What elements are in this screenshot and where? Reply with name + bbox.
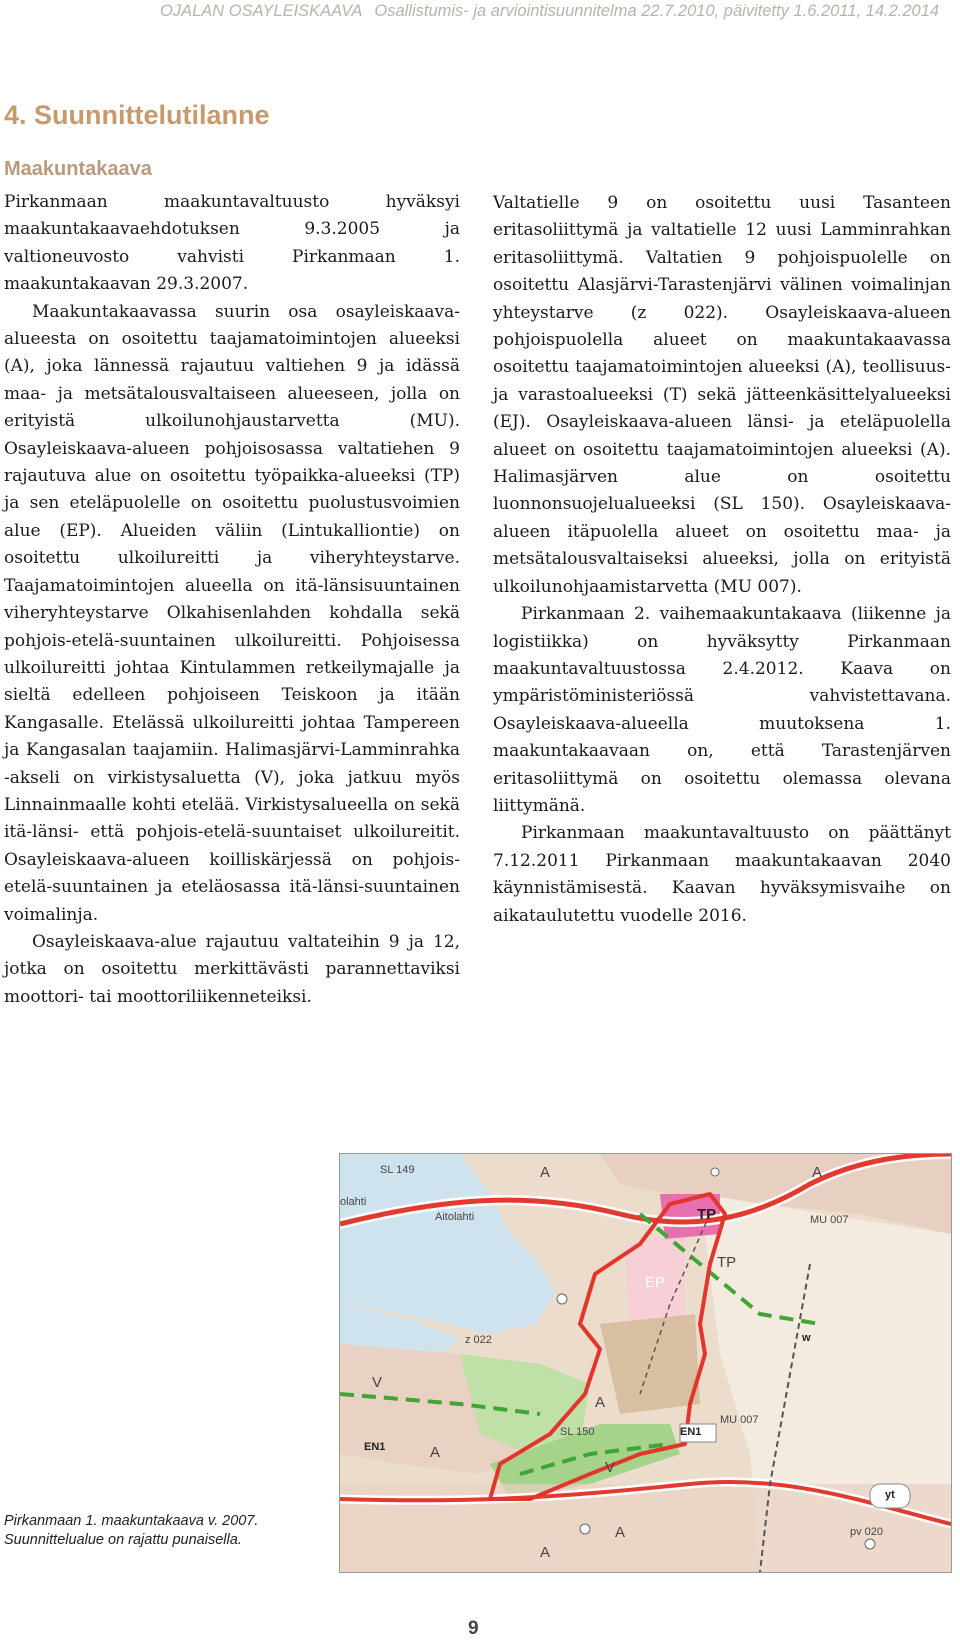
map-label-z022: z 022 bbox=[465, 1334, 492, 1346]
header-title: OJALAN OSAYLEISKAAVA bbox=[160, 2, 363, 20]
map-label-a6: A bbox=[540, 1544, 551, 1561]
map-label-en1-west: EN1 bbox=[364, 1441, 386, 1453]
map-label-tp2: TP bbox=[717, 1254, 737, 1271]
header-subtitle: Osallistumis- ja arviointisuunnitelma 22.7.2010, päivitetty 1.6.2011, 14.2.2014 bbox=[374, 2, 940, 20]
section-title: 4. Suunnittelutilanne bbox=[4, 100, 270, 130]
map-label-en1-east: EN1 bbox=[680, 1426, 702, 1438]
map-label-tp: TP bbox=[697, 1206, 717, 1223]
map-label-pv020: pv 020 bbox=[850, 1526, 884, 1538]
map-label-mu007-south: MU 007 bbox=[720, 1414, 759, 1426]
right-paragraph-1: Valtatielle 9 on osoitettu uusi Tasanteen eritasoliittymä ja valtatielle 12 uusi Lamminrahkan eritasoliittymä. Valtatien 9 pohjoispuolelle on osoitettu Alasjärvi-Tarastenjärvi välinen voimalinjan yhteystarve (z 022). Osayleiskaava-alueen pohjoispuolella alueet on maakuntakaavassa osoitettu taajamatoimintojen alueeksi (A), teollisuus- ja varastoalueeksi (T) sekä jätteenkäsittelyalueeksi (EJ). Osayleiskaava-alueen länsi- ja eteläpuolella alueet on osoitettu taajamatoimintojen alueeksi (A). Halimasjärven alue on osoitettu luonnonsuojelualueeksi (SL 150). Osayleiskaava-alueen itäpuolella alueet on osoitettu maa- ja metsätalousvaltaiseksi alueeksi, jolla on erityistä ulkoilunohjaamistarvetta (MU 007). bbox=[493, 193, 951, 597]
map-label-sl149: SL 149 bbox=[380, 1164, 415, 1176]
map-label-v1: V bbox=[372, 1374, 383, 1391]
map-label-yt: yt bbox=[885, 1489, 895, 1501]
right-paragraph-3: Pirkanmaan maakuntavaltuusto on päättänyt 7.12.2011 Pirkanmaan maakuntakaavan 2040 käynnistämisestä. Kaavan hyväksymisvaihe on aikataulutettu vuodelle 2016. bbox=[493, 823, 951, 926]
page-number: 9 bbox=[468, 1618, 479, 1639]
map-label-sl150: SL 150 bbox=[560, 1426, 595, 1438]
running-header bbox=[160, 2, 938, 21]
map-graphic bbox=[340, 1154, 951, 1572]
caption-line-1: Pirkanmaan 1. maakuntakaava v. 2007. bbox=[4, 1513, 259, 1529]
map-label-ep: EP bbox=[645, 1274, 666, 1291]
section-subtitle: Maakuntakaava bbox=[4, 158, 152, 180]
map-label-w: w bbox=[802, 1332, 811, 1344]
map-label-v2: V bbox=[605, 1459, 616, 1476]
map-label-mu007-north: MU 007 bbox=[810, 1214, 849, 1226]
right-paragraph-2: Pirkanmaan 2. vaihemaakuntakaava (liikenne ja logistiikka) on hyväksytty Pirkanmaan maakuntavaltuustossa 2.4.2012. Kaava on ympäristöministeriössä vahvistettavana. Osayleiskaava-alueella muutoksena 1. maakuntakaavaan on, että Tarastenjärven eritasoliittymä on osoitettu olemassa olevana liittymänä. bbox=[493, 604, 951, 816]
map-label-aitolahti: Aitolahti bbox=[435, 1211, 475, 1223]
map-label-a3: A bbox=[595, 1394, 606, 1411]
map-label-a5: A bbox=[615, 1524, 626, 1541]
map-label-olahti: olahti bbox=[340, 1196, 367, 1208]
map-label-a4: A bbox=[430, 1444, 441, 1461]
regional-plan-map bbox=[339, 1153, 952, 1573]
caption-line-2: Suunnittelualue on rajattu punaisella. bbox=[4, 1532, 242, 1548]
left-text-column bbox=[4, 189, 460, 1011]
map-label-a2: A bbox=[812, 1164, 823, 1181]
right-text-column bbox=[493, 190, 951, 930]
map-label-a1: A bbox=[540, 1164, 551, 1181]
left-paragraph-3: Osayleiskaava-alue rajautuu valtateihin 9 ja 12, jotka on osoitettu merkittävästi parannettaviksi moottori- tai moottoriliikenneteiksi. bbox=[4, 931, 460, 1007]
left-paragraph-1: Pirkanmaan maakuntavaltuusto hyväksyi maakuntakaavaehdotuksen 9.3.2005 ja valtioneuvosto vahvisti Pirkanmaan 1. maakuntakaavan 29.3.2007. bbox=[4, 192, 460, 295]
map-caption bbox=[4, 1512, 324, 1550]
left-paragraph-2: Maakuntakaavassa suurin osa osayleiskaava-alueesta on osoitettu taajamatoimintojen alueeksi (A), joka lännessä rajautuu valtiehen 9 ja idässä maa- ja metsätalousvaltaiseen alueeseen, jolla on erityistä ulkoilunohjaustarvetta (MU). Osayleiskaava-alueen pohjoisosassa valtatiehen 9 rajautuva alue on osoitettu työpaikka-alueeksi (TP) ja sen eteläpuolelle on osoitettu puolustusvoimien alue (EP). Alueiden väliin (Lintukalliontie) on osoitettu ulkoilureitti ja viheryhteystarve. Taajamatoimintojen alueella on itä-länsisuuntainen viheryhteystarve Olkahisenlahden kohdalla sekä pohjois-etelä-suuntainen ulkoilureitti. Pohjoisessa ulkoilureitti johtaa Kintulammen retkeilymajalle ja sieltä edelleen pohjoiseen Teiskoon ja itään Kangasalle. Etelässä ulkoilureitti johtaa Tampereen ja Kangasalan taajamiin. Halimasjärvi-Lamminrahka -akseli on virkistysaluetta (V), joka jatkuu myös Linnainmaalle kohti etelää. Virkistysalueella on sekä itä-länsi- että pohjois-etelä-suuntaiset ulkoilureitit. Osayleiskaava-alueen koilliskärjessä on pohjois-etelä-suuntainen ja eteläosassa itä-länsi-suuntainen voimalinja. bbox=[4, 301, 460, 925]
